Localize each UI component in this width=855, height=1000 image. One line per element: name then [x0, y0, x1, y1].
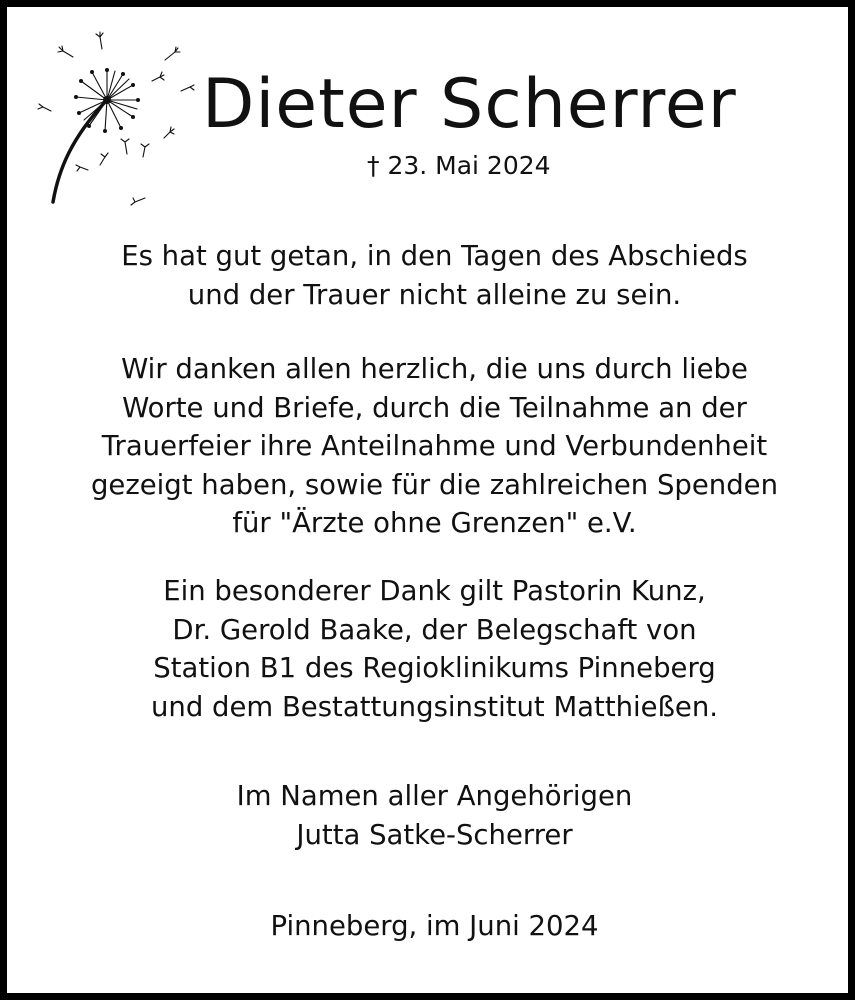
text-line: gezeigt haben, sowie für die zahlreichen Spenden	[90, 468, 779, 501]
text-line: Dr. Gerold Baake, der Belegschaft von	[172, 613, 697, 646]
text-line: Pinneberg, im Juni 2024	[270, 910, 599, 942]
dandelion-icon	[25, 27, 205, 222]
text-line: Es hat gut getan, in den Tagen des Abschieds	[121, 240, 748, 272]
paragraph-special-thanks	[27, 572, 842, 726]
text-line: Worte und Briefe, durch die Teilnahme an der	[122, 391, 747, 424]
text-line: und der Trauer nicht alleine zu sein.	[187, 278, 682, 311]
text-line: Station B1 des Regioklinikums Pinneberg	[153, 652, 716, 684]
signature	[27, 777, 842, 854]
text-line: für "Ärzte ohne Grenzen" e.V.	[232, 507, 637, 539]
text-line: Jutta Satke-Scherrer	[296, 818, 573, 851]
text-line: Wir danken allen herzlich, die uns durch liebe	[121, 353, 748, 385]
text-line: Ein besonderer Dank gilt Pastorin Kunz,	[163, 575, 706, 607]
text-line: Im Namen aller Angehörigen	[236, 780, 633, 812]
deceased-name: Dieter Scherrer	[202, 65, 737, 144]
text-line: Trauerfeier ihre Anteilnahme und Verbundenheit	[101, 430, 768, 462]
text-line: und dem Bestattungsinstitut Matthießen.	[150, 690, 718, 723]
place-date	[27, 907, 842, 946]
paragraph-thanks-intro	[27, 237, 842, 314]
paragraph-thanks-all	[27, 350, 842, 543]
death-date: † 23. Mai 2024	[367, 151, 551, 180]
